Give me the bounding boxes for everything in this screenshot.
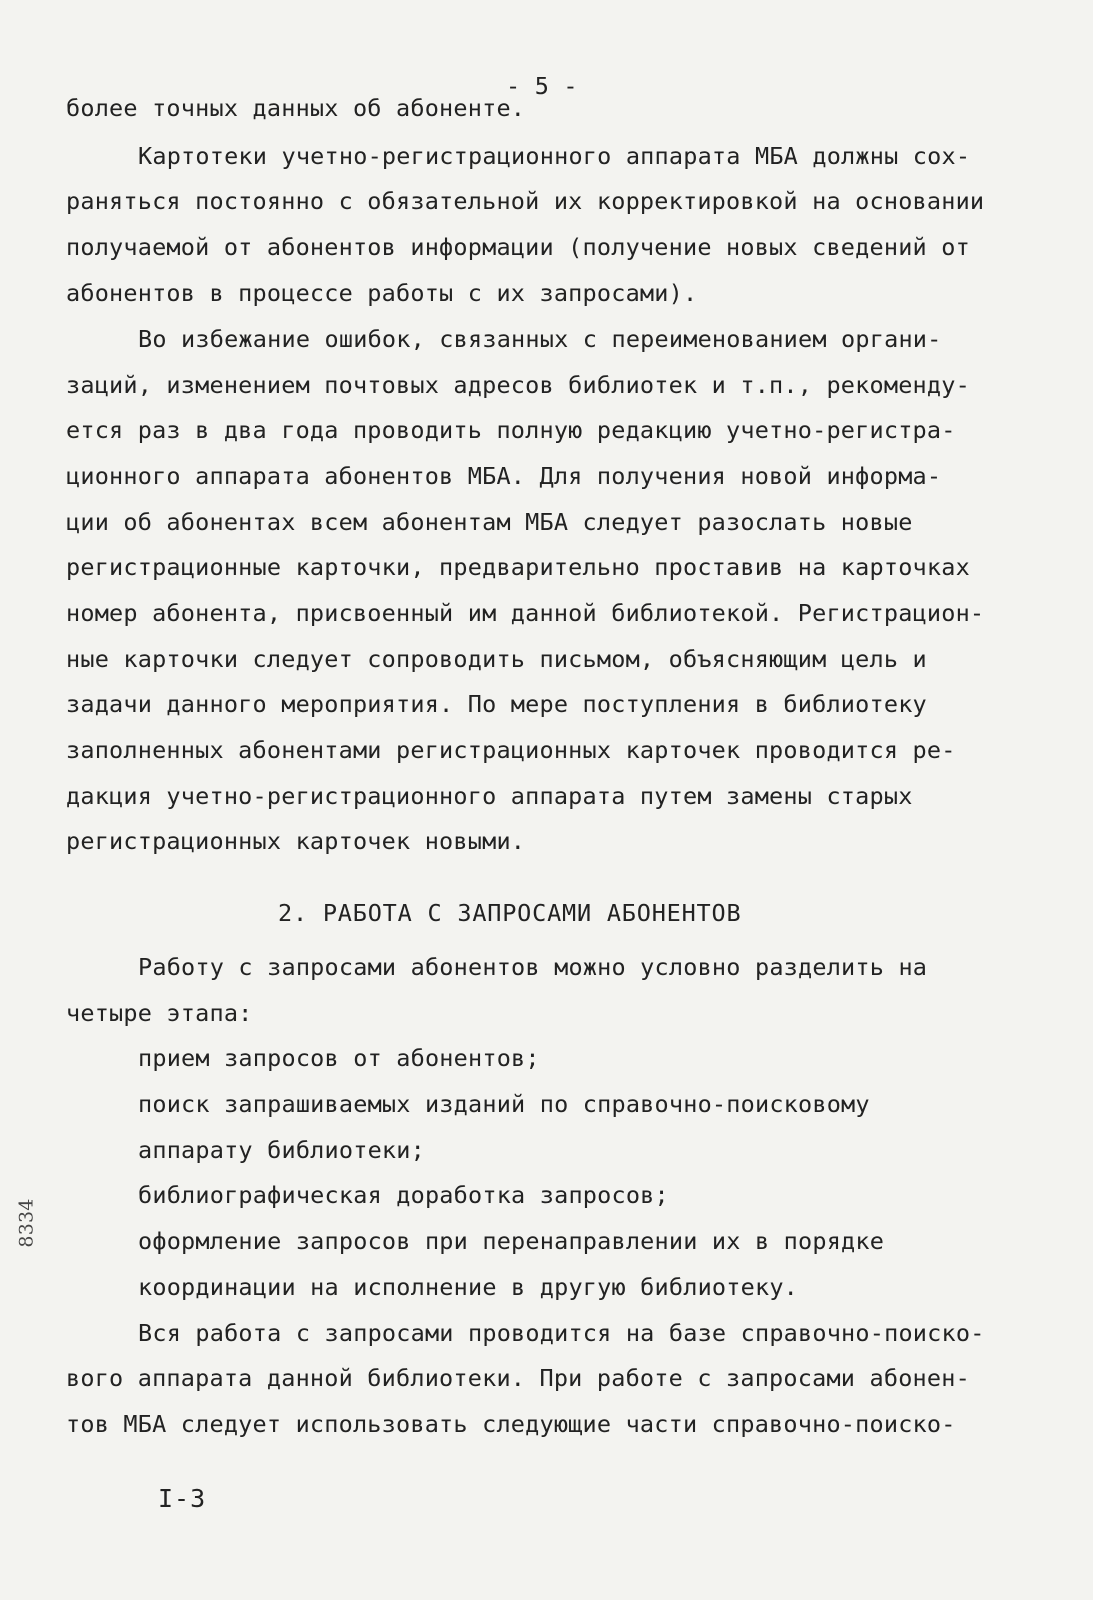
text-line: Работу с запросами абонентов можно условно разделить на: [138, 953, 928, 981]
list-item: библиографическая доработка запросов;: [138, 1181, 669, 1209]
page-number: - 5 -: [506, 72, 578, 100]
text-line: заполненных абонентами регистрационных карточек проводится ре-: [66, 736, 956, 764]
text-line: номер абонента, присвоенный им данной библиотекой. Регистрацион-: [66, 599, 985, 627]
text-line: четыре этапа:: [66, 999, 253, 1027]
text-line: регистрационных карточек новыми.: [66, 827, 526, 855]
text-line: задачи данного мероприятия. По мере поступления в библиотеку: [66, 690, 927, 718]
text-line: тов МБА следует использовать следующие части справочно-поиско-: [66, 1410, 956, 1438]
text-line: абонентов в процессе работы с их запросами).: [66, 279, 698, 307]
list-item: оформление запросов при перенаправлении их в порядке: [138, 1227, 885, 1255]
text-line: заций, изменением почтовых адресов библиотек и т.п., рекоменду-: [66, 371, 970, 399]
list-item: прием запросов от абонентов;: [138, 1044, 540, 1072]
text-line: более точных данных об абоненте.: [66, 94, 526, 122]
list-item: координации на исполнение в другую библиотеку.: [138, 1273, 799, 1301]
text-line: ционного аппарата абонентов МБА. Для получения новой информа-: [66, 462, 942, 490]
page-footer-mark: I-3: [158, 1484, 207, 1513]
section-heading: 2. РАБОТА С ЗАПРОСАМИ АБОНЕНТОВ: [278, 899, 742, 927]
text-line: ные карточки следует сопроводить письмом, объясняющим цель и: [66, 645, 927, 673]
list-item: аппарату библиотеки;: [138, 1136, 425, 1164]
text-line: раняться постоянно с обязательной их корректировкой на основании: [66, 187, 985, 215]
text-line: получаемой от абонентов информации (получение новых сведений от: [66, 233, 970, 261]
text-line: Картотеки учетно-регистрационного аппарата МБА должны сох-: [138, 142, 971, 170]
text-line: Вся работа с запросами проводится на базе справочно-поиско-: [138, 1319, 985, 1347]
text-line: Во избежание ошибок, связанных с переименованием органи-: [138, 325, 942, 353]
text-line: ется раз в два года проводить полную редакцию учетно-регистра-: [66, 416, 956, 444]
margin-stamp-label: 8334: [15, 1198, 38, 1248]
list-item: поиск запрашиваемых изданий по справочно-поисковому: [138, 1090, 870, 1118]
text-line: вого аппарата данной библиотеки. При работе с запросами абонен-: [66, 1364, 970, 1392]
text-line: дакция учетно-регистрационного аппарата путем замены старых: [66, 782, 913, 810]
text-line: ции об абонентах всем абонентам МБА следует разослать новые: [66, 508, 913, 536]
margin-stamp: [15, 1190, 42, 1260]
text-line: регистрационные карточки, предварительно проставив на карточках: [66, 553, 970, 581]
